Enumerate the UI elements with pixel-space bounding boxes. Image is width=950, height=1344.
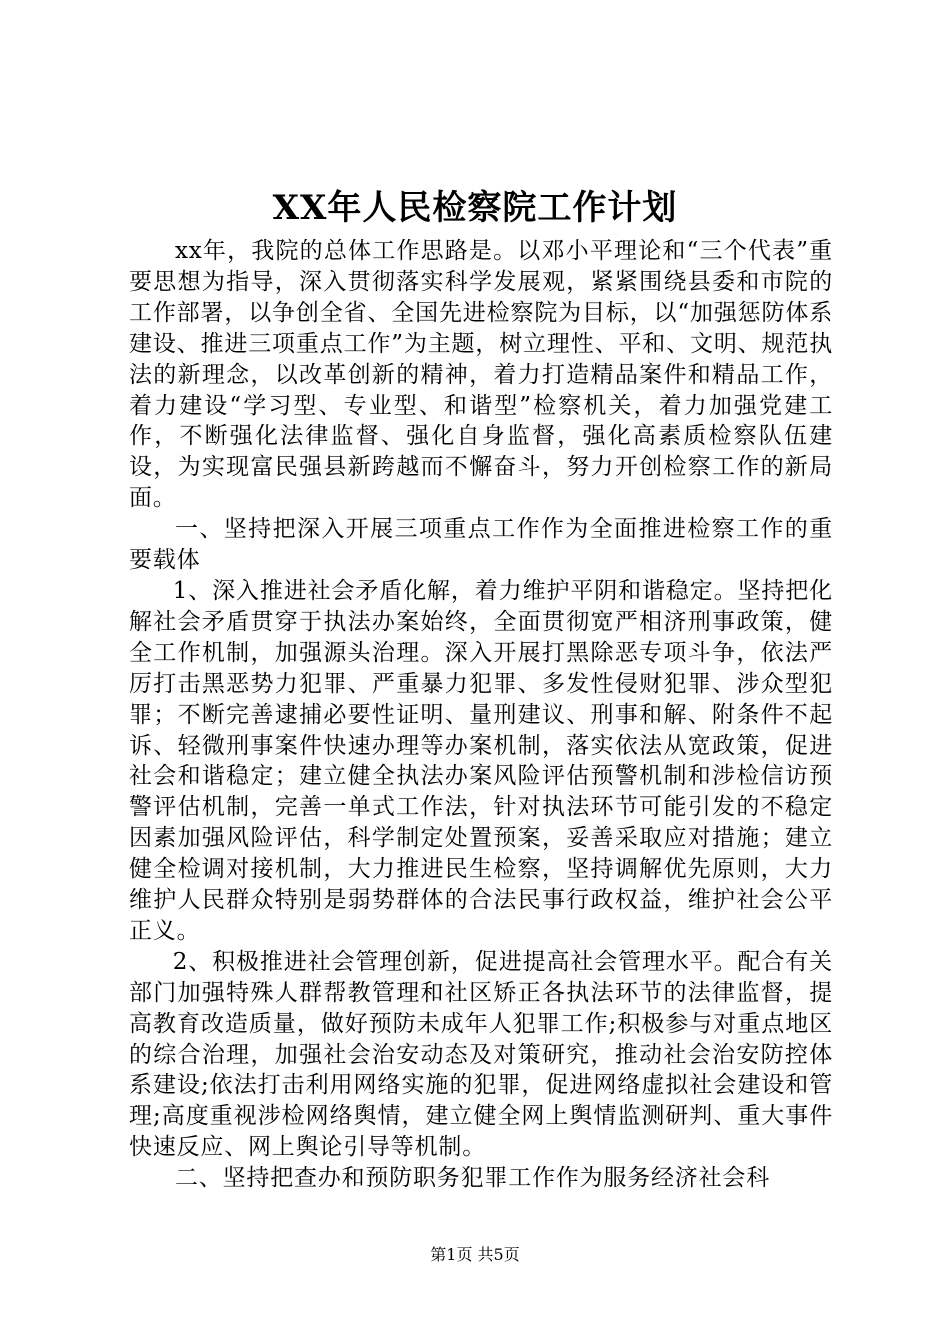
document-title: XX年人民检察院工作计划 [272, 188, 678, 228]
item-paragraph-2: 2、积极推进社会管理创新，促进提高社会管理水平。配合有关部门加强特殊人群帮教管理和社区矫正各执法环节的法律监督，提高教育改造质量，做好预防未成年人犯罪工作;积极参与对重点地区的综合治理，加强社会治安动态及对策研究，推动社会治安防控体系建设;依法打击利用网络实施的犯罪，促进网络虚拟社会建设和管理;高度重视涉检网络舆情，建立健全网上舆情监测研判、重大事件快速反应、网上舆论引导等机制。 [129, 948, 833, 1161]
section-heading-2: 二、坚持把查办和预防职务犯罪工作作为服务经济社会科 [175, 1165, 770, 1192]
item-paragraph-1: 1、深入推进社会矛盾化解，着力维护平阴和谐稳定。坚持把化解社会矛盾贯穿于执法办案始终，全面贯彻宽严相济刑事政策，健全工作机制，加强源头治理。深入开展打黑除恶专项斗争，依法严厉打击黑恶势力犯罪、严重暴力犯罪、多发性侵财犯罪、涉众型犯罪；不断完善逮捕必要性证明、量刑建议、刑事和解、附条件不起诉、轻微刑事案件快速办理等办案机制，落实依法从宽政策，促进社会和谐稳定；建立健全执法办案风险评估预警机制和涉检信访预警评估机制，完善一单式工作法，针对执法环节可能引发的不稳定因素加强风险评估，科学制定处置预案，妥善采取应对措施；建立健全检调对接机制，大力推进民生检察，坚持调解优先原则，大力维护人民群众特别是弱势群体的合法民事行政权益，维护社会公平正义。 [129, 577, 833, 944]
document-body [129, 236, 833, 1194]
section-heading-1: 一、坚持把深入开展三项重点工作作为全面推进检察工作的重要载体 [129, 516, 833, 574]
page-number-footer: 第1页 共5页 [430, 1245, 520, 1264]
intro-paragraph: xx年，我院的总体工作思路是。以邓小平理论和“三个代表”重要思想为指导，深入贯彻落实科学发展观，紧紧围绕县委和市院的工作部署，以争创全省、全国先进检察院为目标，以“加强惩防体系建设、推进三项重点工作”为主题，树立理性、平和、文明、规范执法的新理念，以改革创新的精神，着力打造精品案件和精品工作，着力建设“学习型、专业型、和谐型”检察机关，着力加强党建工作，不断强化法律监督、强化自身监督，强化高素质检察队伍建设，为实现富民强县新跨越而不懈奋斗，努力开创检察工作的新局面。 [129, 238, 833, 512]
